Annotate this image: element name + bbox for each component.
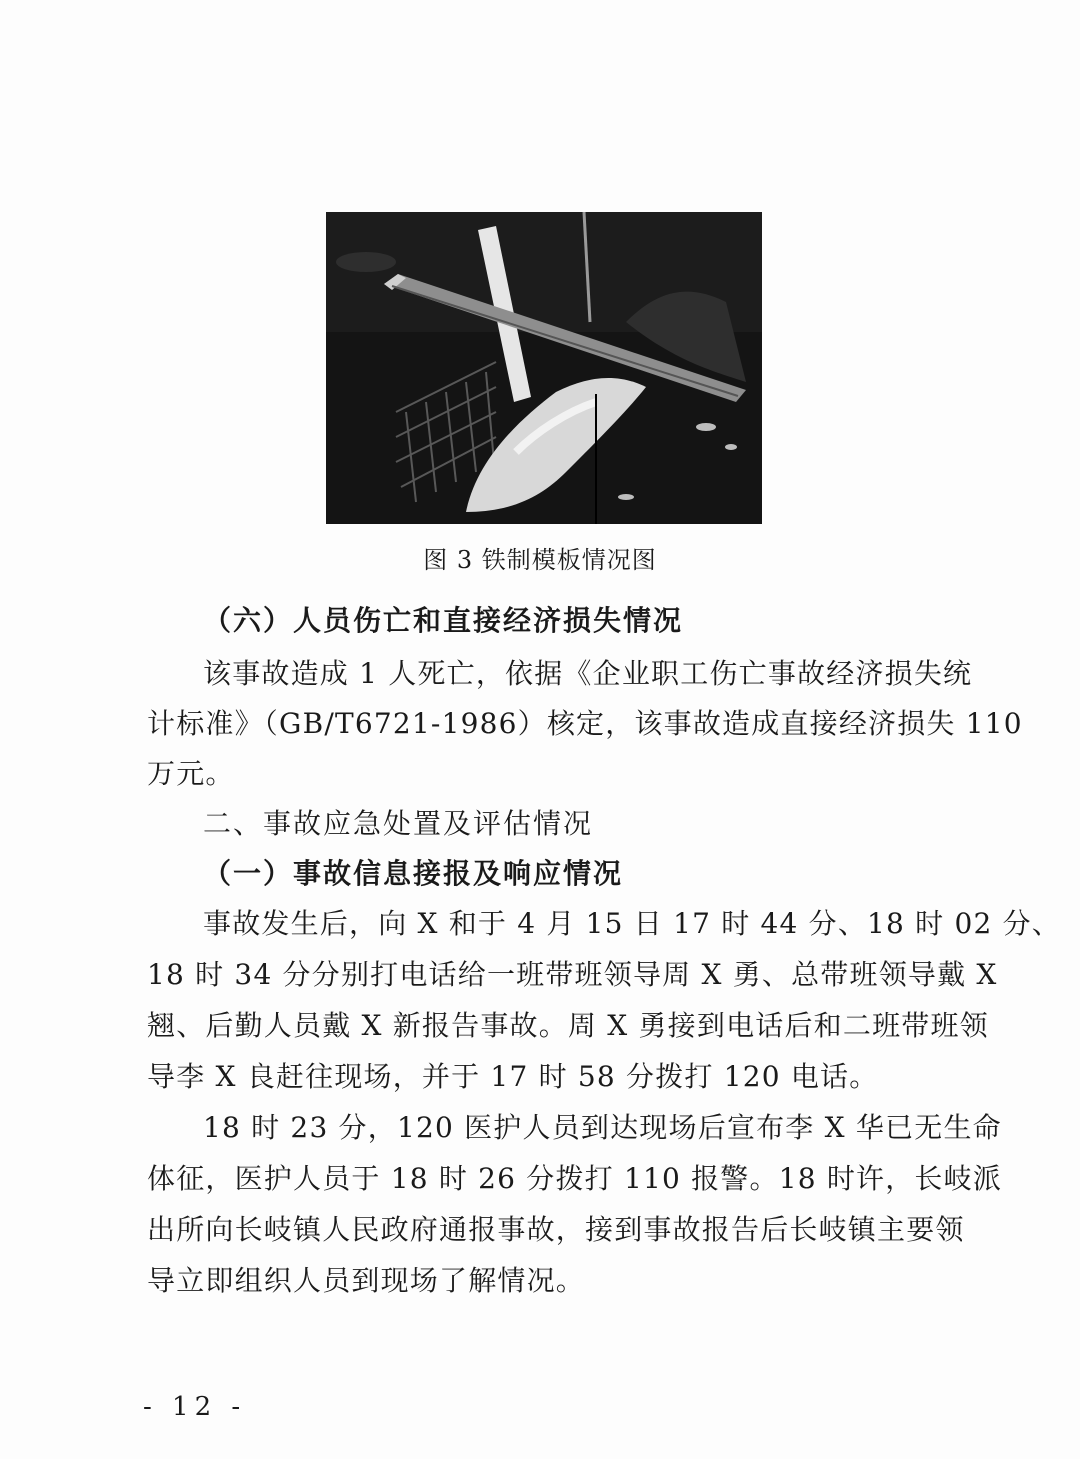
section-6-line-2: 计标准》（GB/T6721-1986）核定，该事故造成直接经济损失 110	[147, 707, 1023, 740]
paragraph-1-line-1: 事故发生后，向 X 和于 4 月 15 日 17 时 44 分、18 时 02 分、	[203, 907, 1061, 940]
paragraph-2-line-2: 体征，医护人员于 18 时 26 分拨打 110 报警。18 时许，长岐派	[147, 1162, 1003, 1195]
figure-caption: 图 3 铁制模板情况图	[423, 546, 657, 574]
page-number: - 12 -	[143, 1392, 247, 1422]
paragraph-2-line-4: 导立即组织人员到现场了解情况。	[147, 1264, 586, 1297]
paragraph-1-line-2: 18 时 34 分分别打电话给一班带班领导周 X 勇、总带班领导戴 X	[147, 958, 998, 991]
subsection-1-heading: （一）事故信息接报及响应情况	[203, 857, 624, 890]
iron-formwork-photo	[326, 212, 762, 524]
paragraph-1-line-3: 翘、后勤人员戴 X 新报告事故。周 X 勇接到电话后和二班带班领	[147, 1009, 989, 1042]
photo-illustration	[326, 212, 762, 524]
part-2-heading: 二、事故应急处置及评估情况	[203, 807, 594, 840]
section-6-line-3: 万元。	[147, 757, 235, 790]
paragraph-2-line-1: 18 时 23 分，120 医护人员到达现场后宣布李 X 华已无生命	[203, 1111, 1002, 1144]
section-6-heading: （六）人员伤亡和直接经济损失情况	[203, 604, 684, 637]
paragraph-2-line-3: 出所向长岐镇人民政府通报事故，接到事故报告后长岐镇主要领	[147, 1213, 965, 1246]
section-6-line-1: 该事故造成 1 人死亡，依据《企业职工伤亡事故经济损失统	[203, 657, 973, 690]
paragraph-1-line-4: 导李 X 良赶往现场，并于 17 时 58 分拨打 120 电话。	[147, 1060, 879, 1093]
